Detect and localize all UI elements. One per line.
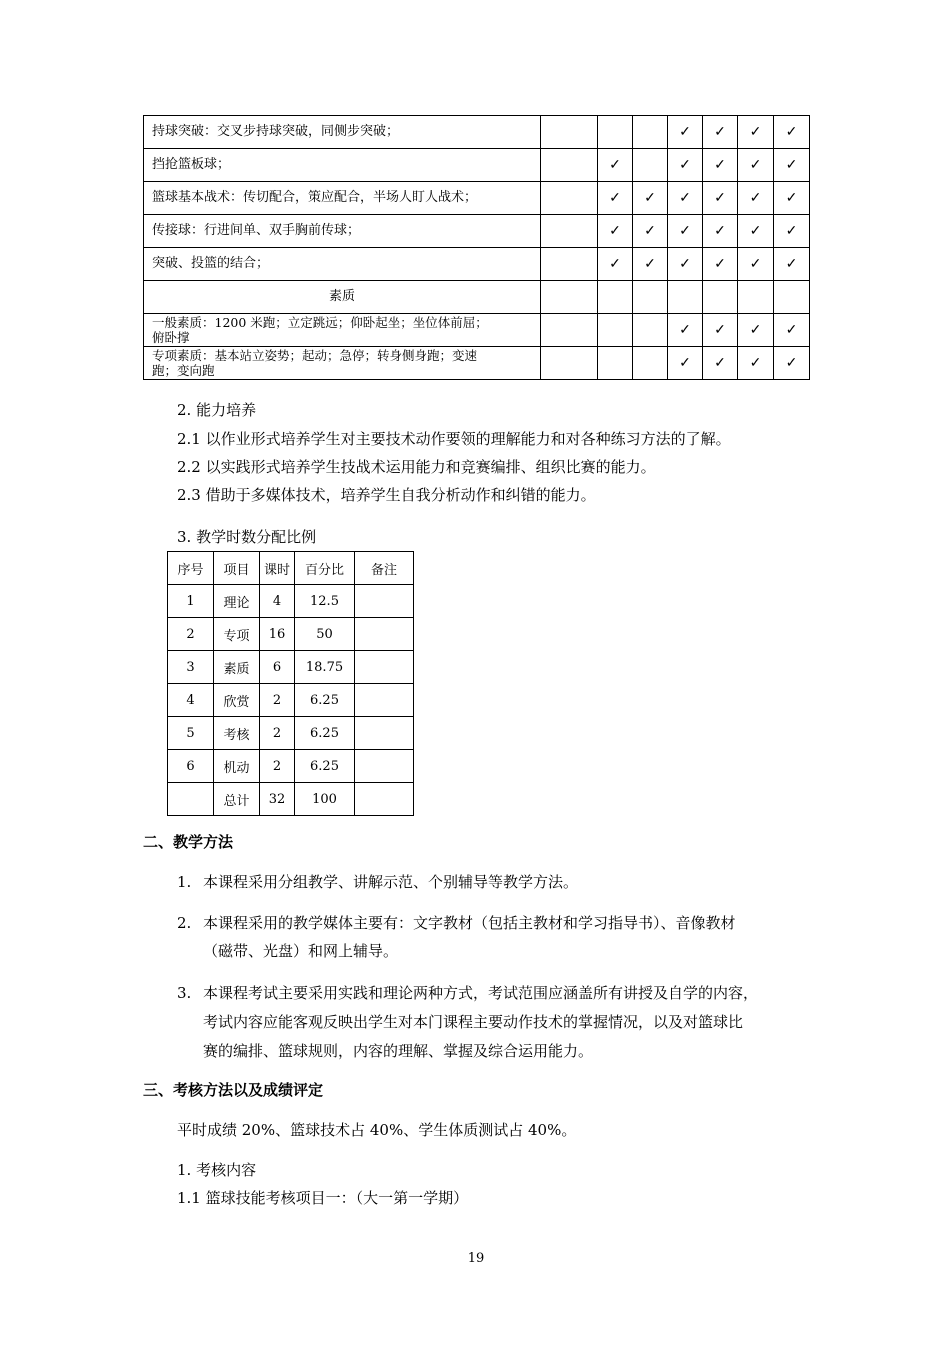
hours-cell: 16	[260, 618, 295, 651]
check-cell: ✓	[668, 347, 703, 380]
hours-cell: 2	[260, 684, 295, 717]
hours-cell: 2	[260, 750, 295, 783]
hours-cell: 50	[295, 618, 355, 651]
check-cell: ✓	[668, 149, 703, 182]
skills-row-label: 素质	[144, 281, 541, 314]
check-cell: ✓	[598, 215, 633, 248]
check-cell	[541, 116, 598, 149]
page-number: 19	[467, 1251, 485, 1266]
methods-item-2-line-1: 本课程采用的教学媒体主要有：文字教材（包括主教材和学习指导书）、音像教材	[203, 914, 736, 932]
check-cell: ✓	[774, 149, 810, 182]
check-cell: ✓	[703, 248, 738, 281]
hours-cell: 4	[168, 684, 214, 717]
check-cell: ✓	[774, 248, 810, 281]
skills-row	[144, 149, 810, 182]
methods-item-3	[177, 983, 758, 1003]
check-cell: ✓	[703, 149, 738, 182]
check-cell	[598, 347, 633, 380]
check-cell: ✓	[738, 215, 774, 248]
check-cell: ✓	[633, 182, 668, 215]
hours-cell: 5	[168, 717, 214, 750]
methods-item-1-num: 1.	[177, 873, 192, 891]
hours-cell: 2	[260, 717, 295, 750]
hours-cell: 专项	[214, 618, 260, 651]
skills-row	[144, 116, 810, 149]
methods-item-3-line-3: 赛的编排、篮球规则，内容的理解、掌握及综合运用能力。	[203, 1042, 594, 1060]
check-cell: ✓	[738, 149, 774, 182]
hours-cell: 素质	[214, 651, 260, 684]
check-cell	[633, 116, 668, 149]
hours-row	[168, 783, 414, 816]
skills-row-label: 持球突破：交叉步持球突破，同侧步突破；	[144, 116, 541, 149]
hours-cell: 12.5	[295, 585, 355, 618]
hours-cell: 6.25	[295, 717, 355, 750]
check-cell	[633, 314, 668, 347]
hours-cell: 32	[260, 783, 295, 816]
check-cell: ✓	[668, 314, 703, 347]
check-cell: ✓	[598, 182, 633, 215]
check-cell: ✓	[774, 215, 810, 248]
hours-cell	[168, 783, 214, 816]
hours-header-cell: 序号	[168, 552, 214, 585]
check-cell	[633, 281, 668, 314]
check-cell: ✓	[703, 215, 738, 248]
hours-cell	[355, 783, 414, 816]
skills-row-label	[144, 314, 541, 347]
assessment-heading: 三、考核方法以及成绩评定	[143, 1081, 324, 1099]
check-cell	[541, 182, 598, 215]
check-cell: ✓	[668, 182, 703, 215]
skills-row-label: 突破、投篮的结合；	[144, 248, 541, 281]
check-cell: ✓	[774, 116, 810, 149]
skills-row	[144, 248, 810, 281]
methods-item-2-num: 2.	[177, 914, 192, 932]
methods-item-2-line-2: （磁带、光盘）和网上辅导。	[203, 942, 399, 960]
check-cell	[541, 314, 598, 347]
hours-header-cell: 课时	[260, 552, 295, 585]
assessment-summary: 平时成绩 20%、篮球技术占 40%、学生体质测试占 40%。	[177, 1121, 577, 1139]
hours-cell: 4	[260, 585, 295, 618]
check-cell: ✓	[774, 314, 810, 347]
hours-row	[168, 585, 414, 618]
check-cell: ✓	[633, 215, 668, 248]
skills-row-label: 传接球：行进间单、双手胸前传球；	[144, 215, 541, 248]
check-cell: ✓	[598, 149, 633, 182]
check-cell: ✓	[774, 182, 810, 215]
hours-row	[168, 717, 414, 750]
check-cell	[598, 281, 633, 314]
skills-row-label-line-1: 专项素质：基本站立姿势；起动；急停；转身侧身跑；变速	[152, 348, 478, 363]
check-cell	[633, 149, 668, 182]
methods-item-1-text: 本课程采用分组教学、讲解示范、个别辅导等教学方法。	[203, 873, 579, 891]
ability-item-1: 2.1 以作业形式培养学生对主要技术动作要领的理解能力和对各种练习方法的了解。	[177, 430, 731, 448]
ability-item-3: 2.3 借助于多媒体技术，培养学生自我分析动作和纠错的能力。	[177, 486, 596, 504]
check-cell: ✓	[633, 248, 668, 281]
skills-row	[144, 314, 810, 347]
skills-row-label	[144, 347, 541, 380]
hours-cell: 欣赏	[214, 684, 260, 717]
methods-item-3-line-2: 考试内容应能客观反映出学生对本门课程主要动作技术的掌握情况，以及对篮球比	[203, 1013, 744, 1031]
hours-cell: 1	[168, 585, 214, 618]
check-cell	[541, 215, 598, 248]
hours-cell: 总计	[214, 783, 260, 816]
check-cell	[598, 116, 633, 149]
skills-row	[144, 215, 810, 248]
hours-cell: 3	[168, 651, 214, 684]
check-cell	[633, 347, 668, 380]
check-cell	[541, 248, 598, 281]
skills-row	[144, 281, 810, 314]
skills-row	[144, 347, 810, 380]
hours-cell: 18.75	[295, 651, 355, 684]
hours-cell: 6.25	[295, 684, 355, 717]
methods-heading: 二、教学方法	[143, 833, 234, 851]
hours-row	[168, 750, 414, 783]
skills-table	[143, 115, 810, 380]
check-cell	[541, 149, 598, 182]
check-cell: ✓	[738, 248, 774, 281]
skills-row-label-line-2: 俯卧撑	[152, 330, 190, 345]
skills-row-label-line-1: 一般素质：1200 米跑；立定跳远；仰卧起坐；坐位体前屈；	[152, 315, 488, 330]
check-cell: ✓	[703, 347, 738, 380]
check-cell: ✓	[738, 182, 774, 215]
hours-cell: 100	[295, 783, 355, 816]
hours-cell	[355, 618, 414, 651]
hours-cell	[355, 750, 414, 783]
check-cell: ✓	[668, 116, 703, 149]
hours-header-cell: 项目	[214, 552, 260, 585]
check-cell: ✓	[668, 215, 703, 248]
hours-row	[168, 684, 414, 717]
hours-cell: 6.25	[295, 750, 355, 783]
hours-cell: 6	[260, 651, 295, 684]
check-cell	[668, 281, 703, 314]
check-cell: ✓	[598, 248, 633, 281]
check-cell: ✓	[738, 116, 774, 149]
check-cell	[774, 281, 810, 314]
ability-item-2: 2.2 以实践形式培养学生技战术运用能力和竞赛编排、组织比赛的能力。	[177, 458, 656, 476]
skills-row-label: 篮球基本战术：传切配合，策应配合，半场人盯人战术；	[144, 182, 541, 215]
check-cell: ✓	[703, 182, 738, 215]
methods-item-3-num: 3.	[177, 984, 192, 1002]
check-cell: ✓	[738, 347, 774, 380]
hours-cell: 2	[168, 618, 214, 651]
methods-item-1	[177, 872, 578, 892]
check-cell: ✓	[738, 314, 774, 347]
hours-cell: 理论	[214, 585, 260, 618]
methods-item-2	[177, 913, 736, 933]
hours-header-cell: 百分比	[295, 552, 355, 585]
skills-row	[144, 182, 810, 215]
check-cell	[541, 281, 598, 314]
skills-row-label-line-2: 跑；变向跑	[152, 363, 215, 378]
hours-cell: 6	[168, 750, 214, 783]
hours-row	[168, 651, 414, 684]
hours-title: 3. 教学时数分配比例	[177, 528, 317, 546]
hours-cell: 机动	[214, 750, 260, 783]
check-cell: ✓	[703, 314, 738, 347]
check-cell	[598, 314, 633, 347]
hours-table	[167, 551, 414, 816]
check-cell: ✓	[668, 248, 703, 281]
assessment-sub-1: 1. 考核内容	[177, 1161, 257, 1179]
check-cell	[738, 281, 774, 314]
check-cell: ✓	[774, 347, 810, 380]
skills-row-label: 挡抢篮板球；	[144, 149, 541, 182]
assessment-sub-1-1: 1.1 篮球技能考核项目一：（大一第一学期）	[177, 1189, 469, 1207]
check-cell	[703, 281, 738, 314]
hours-cell	[355, 651, 414, 684]
hours-cell: 考核	[214, 717, 260, 750]
ability-title: 2. 能力培养	[177, 401, 257, 419]
check-cell: ✓	[703, 116, 738, 149]
hours-header-row	[168, 552, 414, 585]
methods-item-3-line-1: 本课程考试主要采用实践和理论两种方式，考试范围应涵盖所有讲授及自学的内容，	[203, 984, 759, 1002]
hours-cell	[355, 585, 414, 618]
hours-header-cell: 备注	[355, 552, 414, 585]
hours-row	[168, 618, 414, 651]
hours-cell	[355, 684, 414, 717]
check-cell	[541, 347, 598, 380]
hours-cell	[355, 717, 414, 750]
